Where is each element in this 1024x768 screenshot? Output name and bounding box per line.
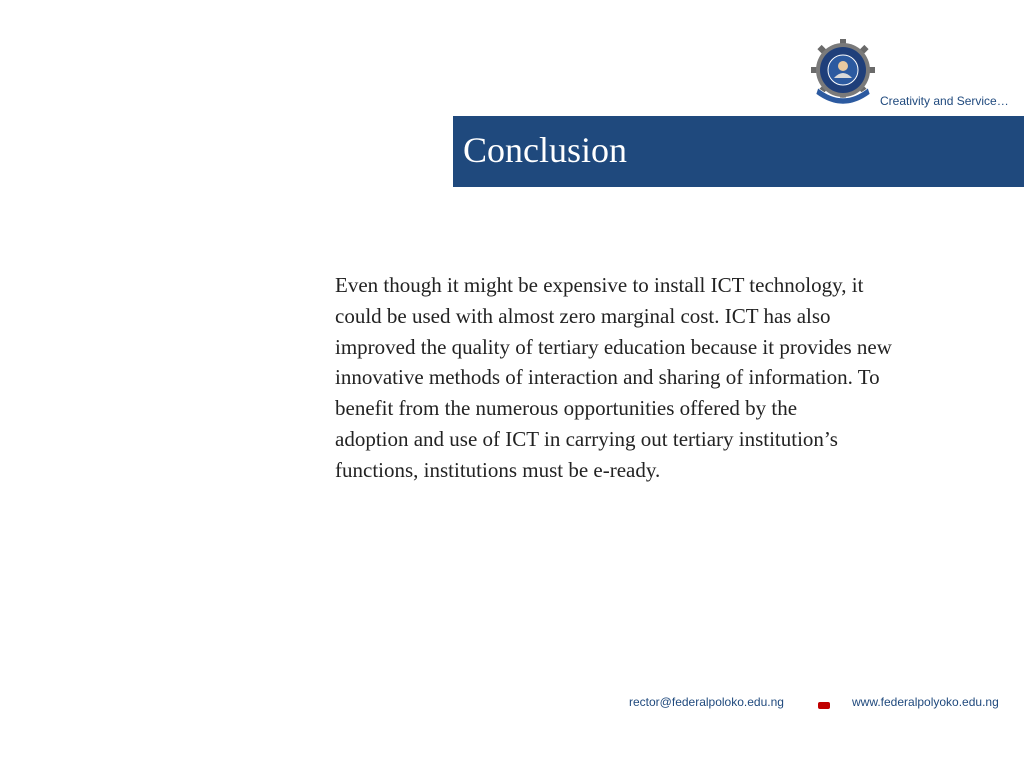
body-line: innovative methods of interaction and sharing of information. To <box>335 365 880 390</box>
footer-email: rector@federalpoloko.edu.ng <box>629 695 784 709</box>
institution-logo <box>810 38 876 110</box>
body-line: benefit from the numerous opportunities offered by the <box>335 396 798 421</box>
header-tagline: Creativity and Service… <box>880 94 1009 108</box>
slide-title: Conclusion <box>463 130 628 170</box>
footer-separator <box>818 702 830 709</box>
body-line: adoption and use of ICT in carrying out tertiary institution’s <box>335 426 838 451</box>
body-line: Even though it might be expensive to install ICT technology, it <box>335 273 864 297</box>
body-line: could be used with almost zero marginal cost. ICT has also <box>335 303 831 328</box>
body-line: functions, institutions must be e-ready. <box>335 457 661 482</box>
title-bar <box>453 116 1024 187</box>
footer-website: www.federalpolyoko.edu.ng <box>852 695 999 709</box>
body-paragraph <box>335 270 1000 486</box>
body-line: improved the quality of tertiary education because it provides new <box>335 334 892 359</box>
